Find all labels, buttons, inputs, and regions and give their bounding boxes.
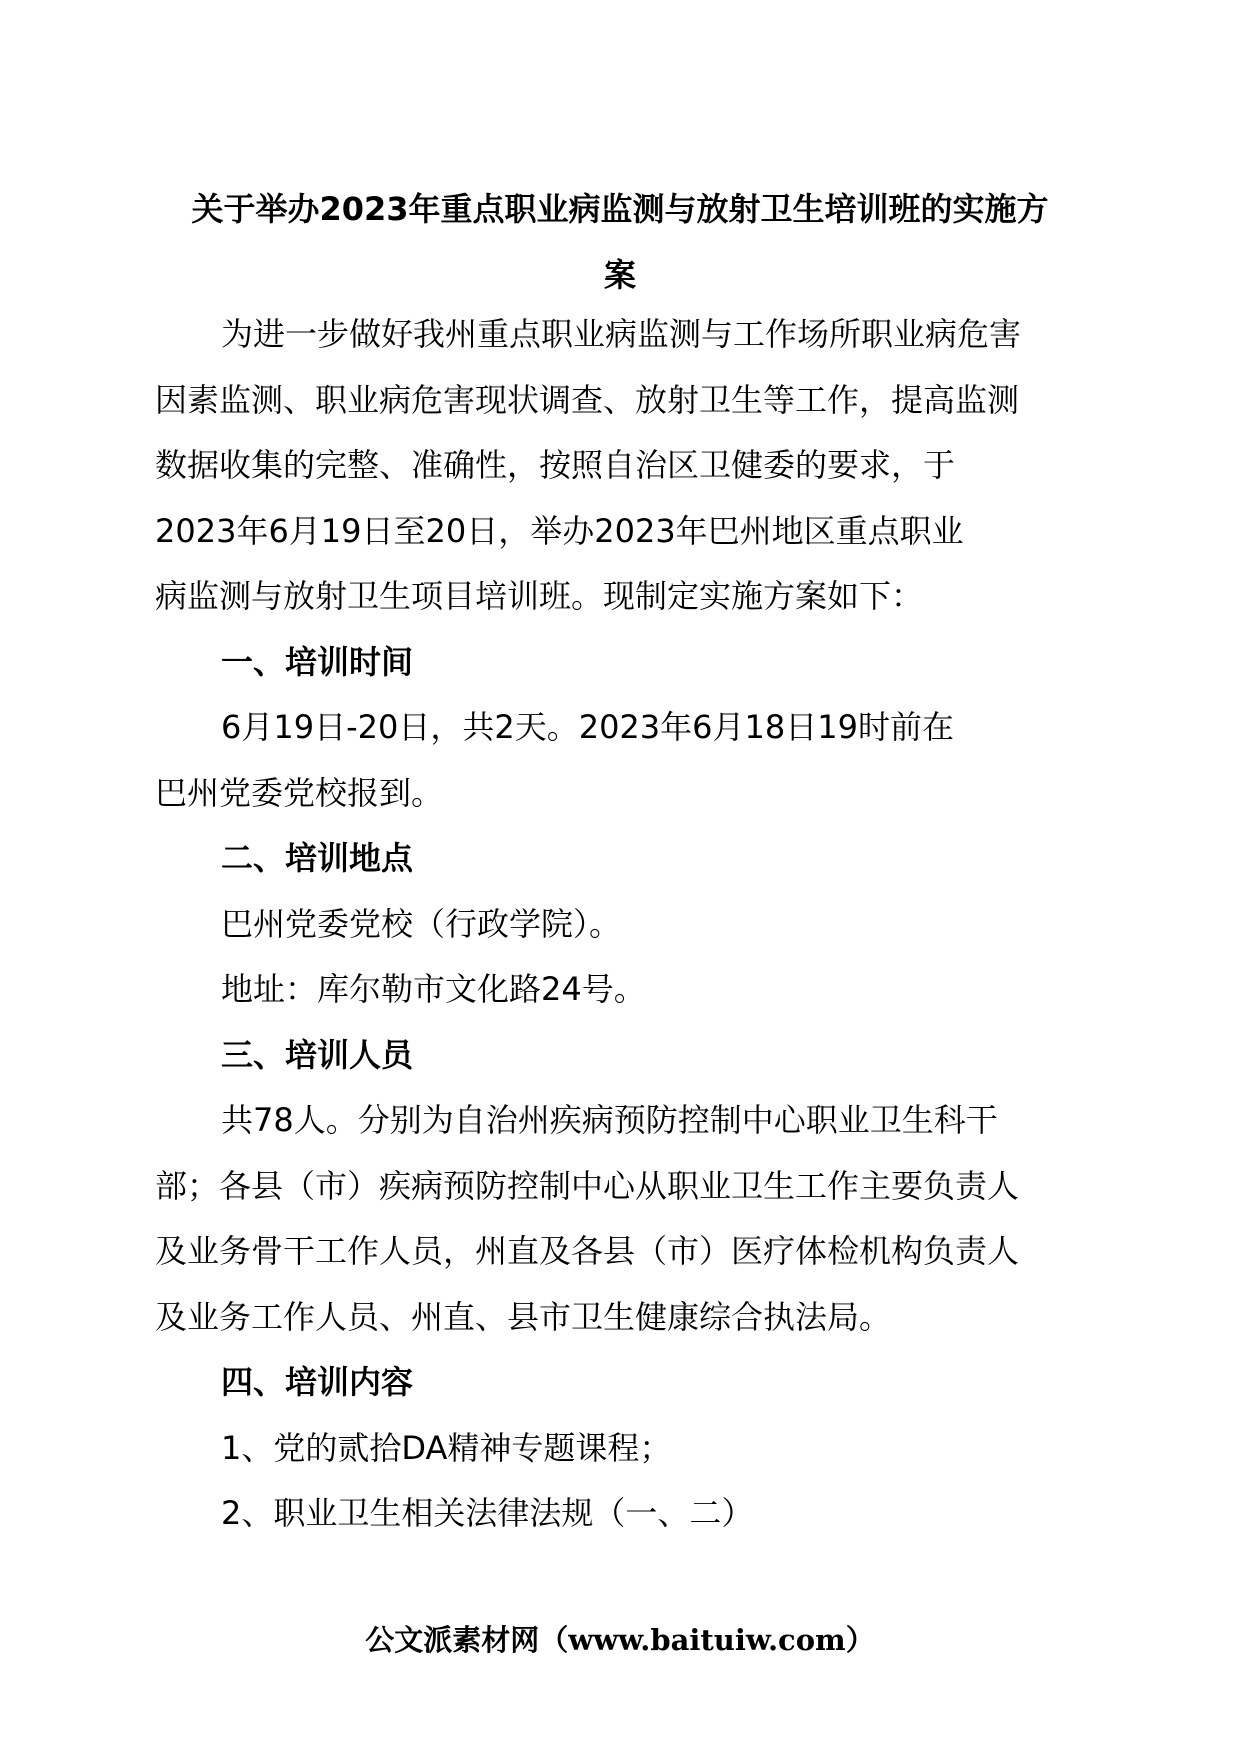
section-heading-training-time: 一、培训时间 [221,642,414,681]
training-content-item-2: 2、职业卫生相关法律法规（一、二） [221,1494,754,1532]
training-personnel-line-4: 及业务工作人员、州直、县市卫生健康综合执法局。 [155,1297,892,1336]
training-address-line: 地址：库尔勒市文化路24号。 [221,970,646,1008]
document-body [155,176,1085,1547]
intro-line-5: 病监测与放射卫生项目培训班。现制定实施方案如下： [155,577,924,615]
training-location-line-1: 巴州党委党校（行政学院）。 [221,904,622,943]
training-time-line-2: 巴州党委党校报到。 [155,773,444,812]
training-time-line-1: 6月19日-20日，共2天。2023年6月18日19时前在 [221,708,954,746]
training-personnel-line-3: 及业务骨干工作人员，州直及各县（市）医疗体检机构负责人 [155,1232,1020,1270]
intro-line-2: 因素监测、职业病危害现状调查、放射卫生等工作，提高监测 [155,380,1020,419]
section-heading-training-location: 二、培训地点 [221,839,414,877]
training-personnel-paragraph [155,1088,1085,1350]
training-time-paragraph [155,695,1085,826]
intro-line-4: 2023年6月19日至20日，举办2023年巴州地区重点职业 [155,511,964,550]
training-content-list [155,1416,1085,1547]
section-heading-training-content: 四、培训内容 [221,1363,414,1401]
document-title-line-1: 关于举办2023年重点职业病监测与放射卫生培训班的实施方 [191,190,1049,228]
intro-paragraph [155,302,1085,630]
intro-line-3: 数据收集的完整、准确性，按照自治区卫健委的要求，于 [155,446,956,484]
training-personnel-line-1: 共78人。分别为自治州疾病预防控制中心职业卫生科干 [221,1101,998,1139]
intro-line-1: 为进一步做好我州重点职业病监测与工作场所职业病危害 [221,315,1022,353]
document-title-line-2: 案 [603,256,636,294]
section-heading-training-personnel: 三、培训人员 [221,1035,414,1074]
training-personnel-line-2: 部；各县（市）疾病预防控制中心从职业卫生工作主要负责人 [155,1166,1020,1205]
training-location-paragraph [155,892,1085,1023]
training-content-item-1: 1、党的贰拾DA精神专题课程； [221,1428,672,1467]
footer-watermark-text: 公文派素材网（www.baituiw.com） [365,1623,875,1657]
